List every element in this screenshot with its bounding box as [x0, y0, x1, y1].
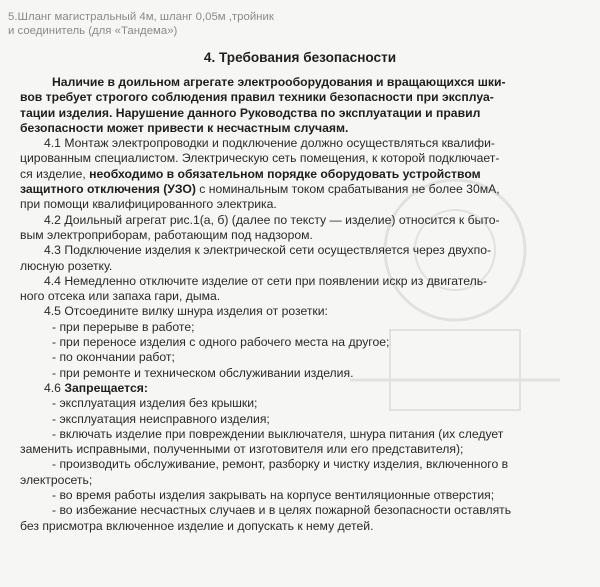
paragraph-text: ся изделие, — [20, 166, 90, 181]
list-item: - во время работы изделия закрывать на корпусе вентиляционные отверстия; — [52, 488, 495, 503]
paragraph-number: 4.6 — [44, 380, 65, 395]
paragraph-line: 4.5 Отсоедините вилку шнура изделия от розетки: — [44, 304, 328, 319]
list-item: - во избежание несчастных случаев и в целях пожарной безопасности оставлять — [52, 503, 512, 518]
intro-line: вов требует строгого соблюдения правил техники безопасности при эксплуа- — [20, 90, 494, 105]
paragraph-text: с номинальным током срабатывания не более 30мА, — [195, 182, 500, 197]
list-item: - при перерыве в работе; — [52, 319, 195, 334]
paragraph-4-6 — [20, 381, 582, 534]
list-item: - включать изделие при повреждении выключателя, шнура питания (их следует — [52, 426, 504, 441]
header-note — [8, 10, 588, 38]
rcd-requirement-text: необходимо в обязательном порядке оборудовать устройством — [89, 166, 481, 181]
paragraph-line: при помощи квалифицированного электрика. — [20, 197, 277, 212]
paragraph-4-2 — [20, 213, 582, 244]
paragraph-line: 4.4 Немедленно отключите изделие от сети при появлении искр из двигатель- — [44, 273, 488, 288]
prohibited-heading: Запрещается: — [64, 380, 148, 395]
paragraph-4-4 — [20, 274, 582, 305]
intro-paragraph — [20, 75, 582, 136]
paragraph-line — [20, 167, 582, 182]
list-item: - по окончании работ; — [52, 350, 175, 365]
intro-line: тации изделия. Нарушение данного Руководства по эксплуатации и правил — [20, 105, 481, 120]
list-item: - эксплуатация изделия без крышки; — [52, 396, 258, 411]
intro-line: безопасности может привести к несчастным случаям. — [20, 120, 349, 135]
paragraph-line: вым электроприборам, работающим под надзором. — [20, 227, 313, 242]
document-body — [20, 75, 582, 534]
list-item: - при ремонте и техническом обслуживании изделия. — [52, 365, 354, 380]
paragraph-4-1 — [20, 136, 582, 212]
paragraph-line: ного отсека или запаха гари, дыма. — [20, 289, 221, 304]
header-note-line: и соединитель (для «Тандема») — [8, 25, 178, 37]
section-title: 4. Требования безопасности — [203, 50, 397, 65]
paragraph-line: 4.2 Доильный агрегат рис.1(а, б) (далее по тексту — изделие) относится к быто- — [44, 212, 500, 227]
rcd-requirement-text: защитного отключения (УЗО) — [20, 182, 196, 197]
intro-line: Наличие в доильном агрегате электрооборудования и вращающихся шки- — [52, 75, 506, 89]
paragraph-line: люсную розетку. — [20, 258, 113, 273]
paragraph-line — [20, 182, 582, 197]
list-item: - эксплуатация неисправного изделия; — [52, 411, 270, 426]
list-item: - производить обслуживание, ремонт, разборку и чистку изделия, включенного в — [52, 457, 509, 472]
list-item-continuation: заменить исправными, полученными от изготовителя или его представителя); — [20, 442, 464, 457]
list-item-continuation: электросеть; — [20, 472, 93, 487]
list-item-continuation: без присмотра включенное изделие и допускать к нему детей. — [20, 518, 374, 533]
list-item: - при переносе изделия с одного рабочего места на другое; — [52, 335, 390, 350]
paragraph-line: цированным специалистом. Электрическую сеть помещения, к которой подключает- — [20, 151, 500, 166]
paragraph-4-5 — [20, 304, 582, 380]
paragraph-line: 4.1 Монтаж электропроводки и подключение должно осуществляться квалифи- — [44, 136, 495, 151]
paragraph-line — [20, 381, 582, 396]
header-note-line: 5.Шланг магистральный 4м, шланг 0,05м ,тройник — [8, 11, 274, 23]
paragraph-4-3 — [20, 243, 582, 274]
paragraph-line: 4.3 Подключение изделия к электрической сети осуществляется через двухпо- — [44, 243, 492, 258]
